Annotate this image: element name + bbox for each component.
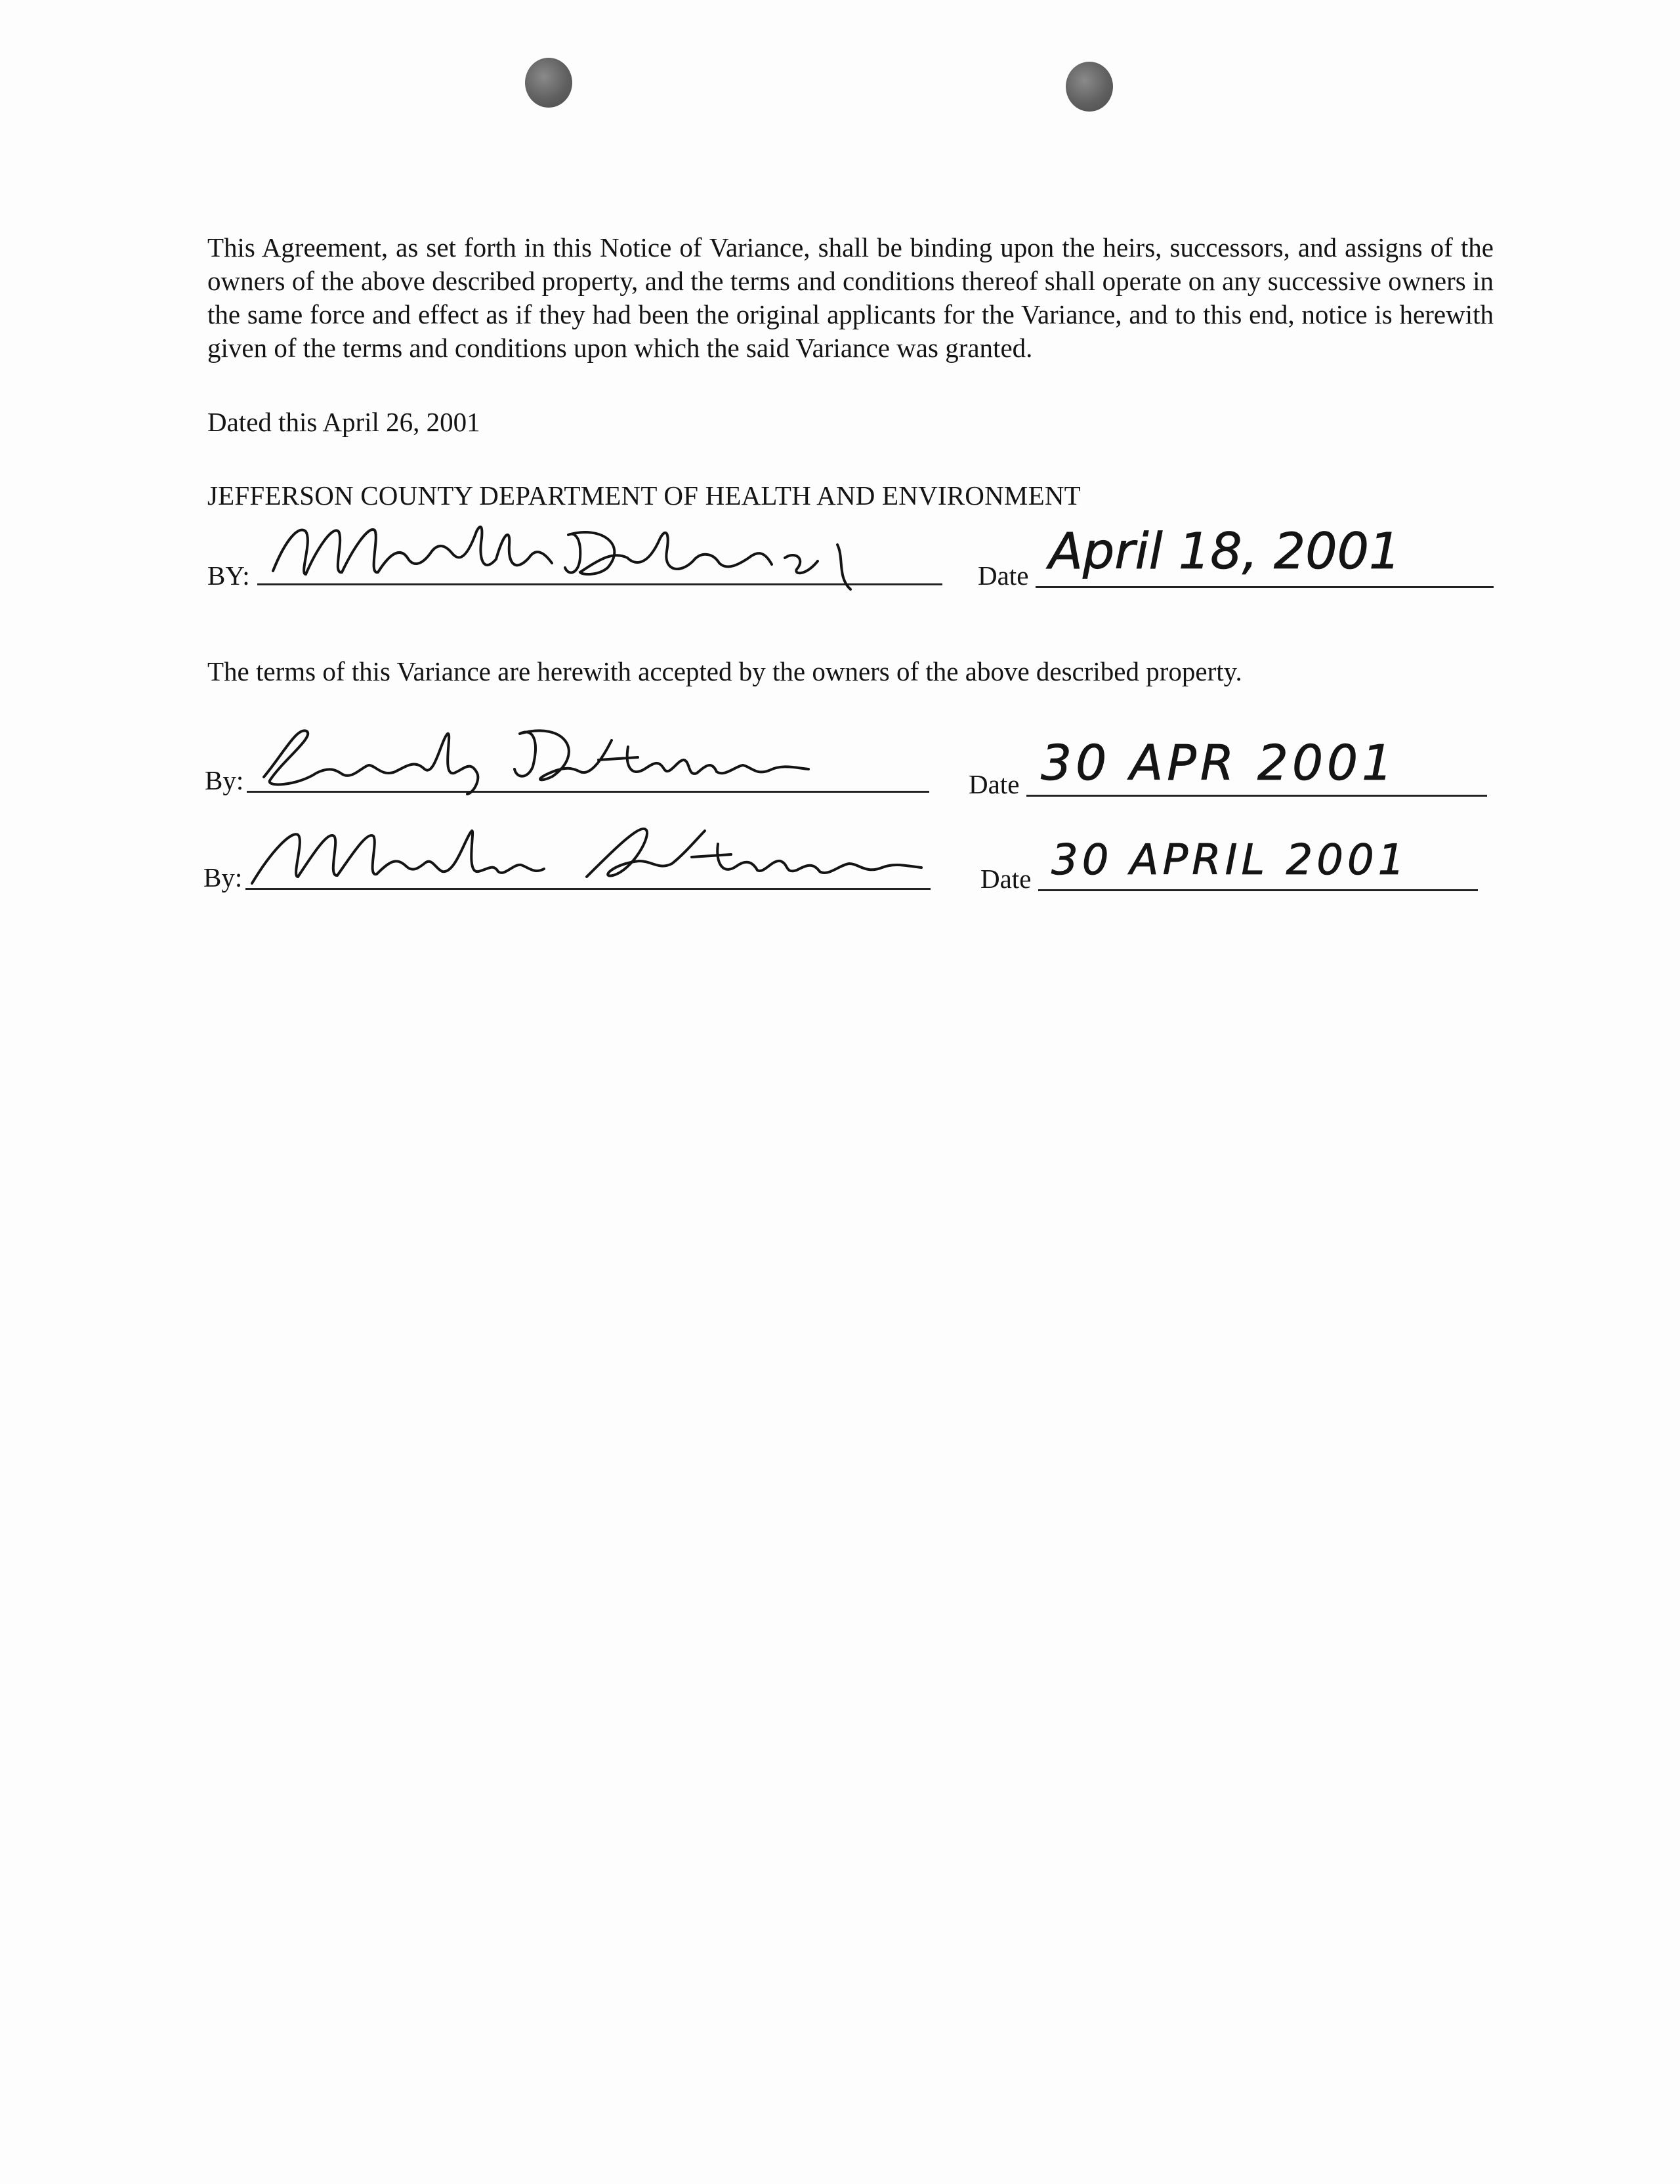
date-label: Date [980, 864, 1032, 894]
date-label: Date [978, 560, 1029, 591]
by-label: By: [205, 765, 244, 795]
date-line [1026, 795, 1487, 797]
by-label: BY: [207, 560, 250, 591]
punch-hole-left [525, 58, 572, 108]
handwritten-date [1038, 714, 1491, 793]
agreement-paragraph: This Agreement, as set forth in this Notice of Variance, shall be binding upon the heirs, successors, and assigns of the owners of the above described property, and the terms and conditions thereof shall operate on any successive owners in the same force and effect as if they had been the original applicants for the Variance, and to this end, notice is herewith given of the terms and conditions upon which the said Variance was granted. [207, 232, 1494, 363]
dated-line: Dated this April 26, 2001 [207, 407, 480, 437]
handwritten-date [1049, 811, 1488, 890]
handwritten-signature [260, 512, 956, 589]
svg-text:April 18, 2001: April 18, 2001 [1049, 522, 1401, 580]
svg-text:30 APRIL 2001: 30 APRIL 2001 [1051, 836, 1409, 885]
punch-hole-right [1066, 62, 1113, 112]
department-heading: JEFFERSON COUNTY DEPARTMENT OF HEALTH AND ENVIRONMENT [207, 480, 1081, 511]
svg-text:30 APR 2001: 30 APR 2001 [1041, 735, 1397, 791]
acceptance-statement: The terms of this Variance are herewith accepted by the owners of the above described property. [207, 656, 1242, 686]
county-signature-row [207, 512, 1494, 591]
owner-signature-row-1 [205, 714, 1491, 799]
handwritten-date [1042, 512, 1495, 588]
owner-signature-row-2 [203, 811, 1490, 892]
by-label: By: [203, 862, 243, 892]
handwritten-signature [244, 714, 940, 795]
handwritten-signature [245, 811, 941, 892]
date-label: Date [969, 769, 1020, 799]
